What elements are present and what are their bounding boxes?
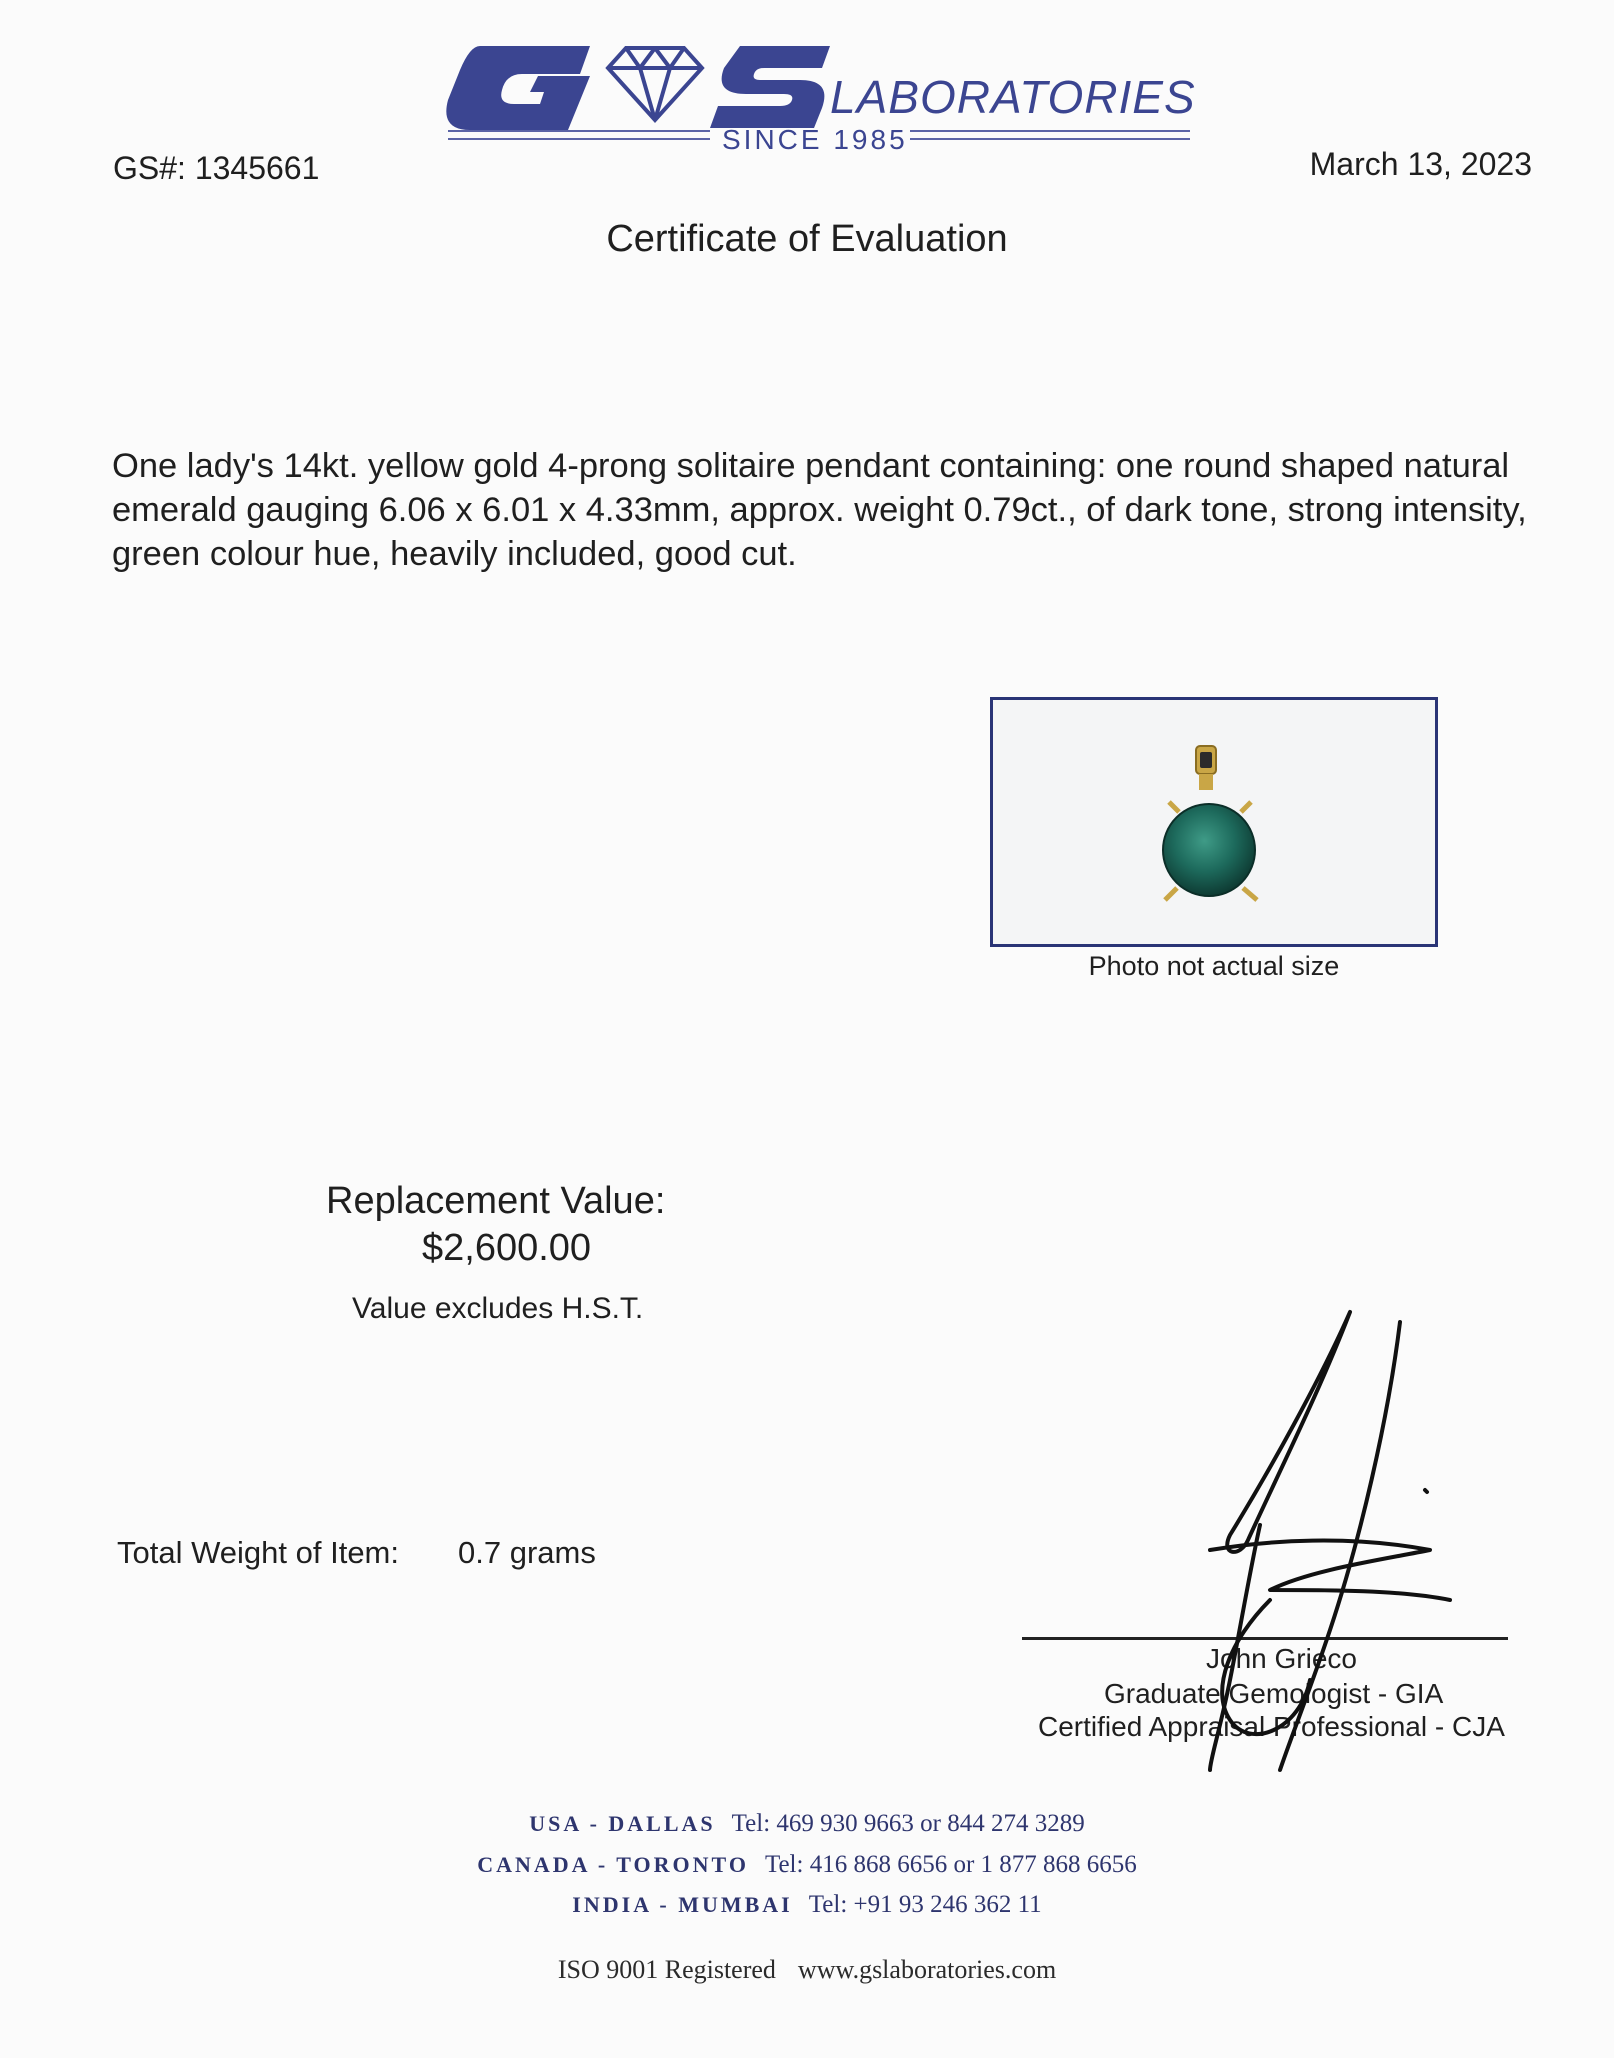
item-description: One lady's 14kt. yellow gold 4-prong solitaire pendant containing: one round shaped natural emerald gauging 6.06 x 6.01 x 4.33mm, approx. weight 0.79ct., of dark tone, strong intensity, green colour hue, heavily included, good cut. <box>112 447 1527 573</box>
logo-letter-s <box>710 46 830 128</box>
certificate-date: March 13, 2023 <box>1309 146 1532 182</box>
handwritten-signature <box>1150 1300 1490 1780</box>
footer-contact-usa <box>0 1810 1614 1838</box>
photo-caption: Photo not actual size <box>1088 951 1340 981</box>
footer-phone-usa: Tel: 469 930 9663 or 844 274 3289 <box>731 1810 1085 1837</box>
replacement-value-amount: $2,600.00 <box>422 1227 592 1269</box>
iso-registration: ISO 9001 Registered <box>557 1955 776 1984</box>
certificate-number: GS#: 1345661 <box>113 150 320 186</box>
signer-credential-gia: Graduate Gemologist - GIA <box>1104 1678 1444 1709</box>
diamond-icon <box>608 48 702 120</box>
footer-iso-line <box>0 1955 1614 1985</box>
header-rule-left <box>448 130 710 140</box>
footer-phone-india: Tel: +91 93 246 362 11 <box>808 1891 1042 1918</box>
logo-letter-g <box>446 46 590 130</box>
since-label: SINCE 1985 <box>722 124 908 155</box>
tax-note: Value excludes H.S.T. <box>352 1292 644 1325</box>
replacement-value-label: Replacement Value: <box>326 1180 666 1222</box>
header-rule-right <box>910 130 1190 140</box>
signer-name: John Grieco <box>1206 1643 1357 1674</box>
total-weight-value: 0.7 grams <box>458 1535 596 1570</box>
footer-location-india: INDIA - MUMBAI <box>572 1892 793 1917</box>
brand-name: LABORATORIES <box>830 71 1196 123</box>
footer-contact-canada <box>0 1851 1614 1879</box>
pendant-illustration <box>993 700 1435 944</box>
item-photo <box>990 697 1438 947</box>
total-weight-label: Total Weight of Item: <box>117 1535 399 1570</box>
footer-location-usa: USA - DALLAS <box>529 1811 716 1836</box>
footer-contact-india <box>0 1891 1614 1919</box>
website-link[interactable]: www.gslaboratories.com <box>797 1955 1057 1984</box>
signer-credential-cja: Certified Appraisal Professional - CJA <box>1038 1711 1505 1742</box>
footer-phone-canada: Tel: 416 868 6656 or 1 877 868 6656 <box>764 1851 1137 1878</box>
certificate-title: Certificate of Evaluation <box>606 218 1008 260</box>
footer-location-canada: CANADA - TORONTO <box>477 1852 749 1877</box>
